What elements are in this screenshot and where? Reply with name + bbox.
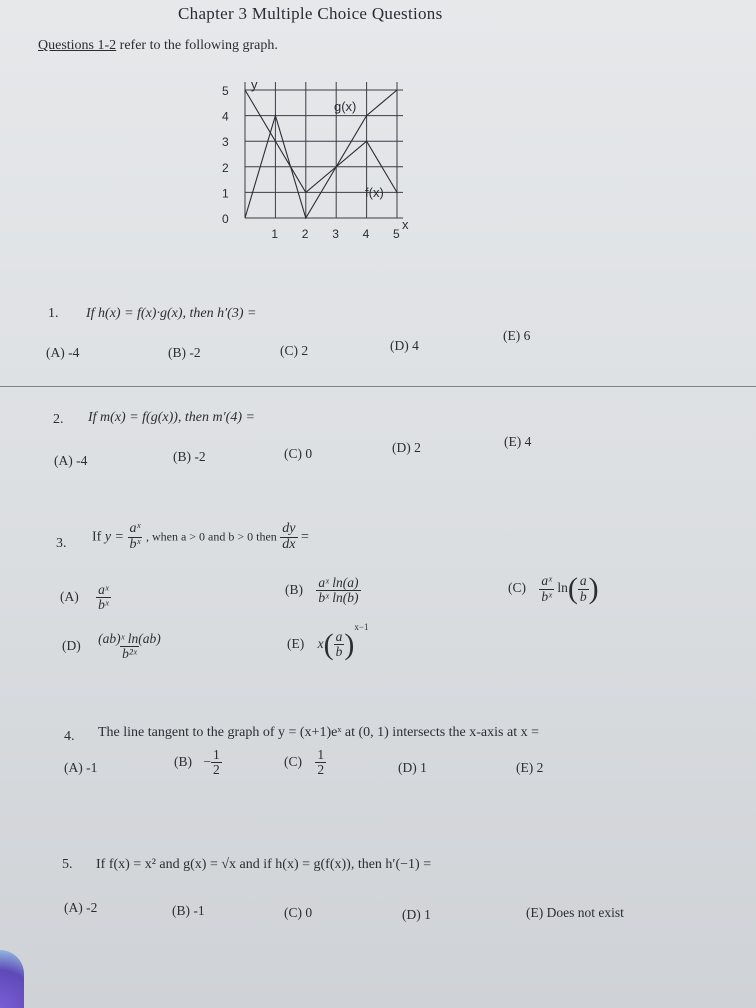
y-axis-label: y (251, 78, 258, 92)
question-4-number: 4. (64, 729, 75, 744)
question-4-option-c[interactable] (284, 748, 326, 777)
option-fraction (539, 574, 554, 603)
paren-fraction (578, 574, 589, 603)
question-5-option-b[interactable] (172, 903, 205, 919)
fraction-denominator: 2 (317, 762, 325, 778)
fraction-numerator: 1 (213, 747, 220, 762)
question-5-option-e[interactable] (526, 905, 624, 921)
x-axis-label: x (402, 217, 409, 232)
question-2-option-b[interactable] (173, 449, 206, 465)
x-tick-label: 1 (271, 227, 279, 241)
option-letter: (C) (508, 580, 526, 596)
right-paren: ) (344, 627, 355, 661)
y-tick-labels (222, 84, 229, 226)
question-4-option-e[interactable] (516, 760, 543, 776)
fraction-denominator: b²ˣ (122, 646, 137, 662)
ln-text: ln (557, 580, 568, 596)
option-value: -4 (76, 453, 88, 468)
option-letter: (A) (60, 588, 79, 604)
option-value: -2 (194, 449, 206, 464)
option-value: 2 (536, 760, 544, 775)
fraction-denominator: bˣ (541, 588, 552, 604)
question-3-option-d[interactable] (62, 632, 163, 661)
option-value: -4 (68, 345, 80, 360)
option-letter: (C) (284, 905, 302, 920)
option-fraction (96, 632, 163, 661)
left-paren: ( (567, 572, 578, 605)
option-fraction (96, 583, 111, 612)
option-letter: (C) (284, 446, 302, 461)
question-1-option-d[interactable] (390, 338, 419, 354)
option-value: 1 (424, 907, 431, 922)
question-5-stem: If f(x) = x² and g(x) = √x and if h(x) = g(f(x)), then h′(−1) = (96, 857, 432, 872)
option-letter: (C) (284, 753, 302, 769)
option-letter: (E) (504, 434, 522, 449)
fraction-numerator: (ab)ˣ ln(ab) (98, 631, 161, 646)
option-letter: (D) (62, 637, 81, 653)
right-paren: ) (588, 572, 599, 605)
option-sign: − (203, 753, 211, 769)
question-1-stem: If h(x) = f(x)·g(x), then h′(3) = (86, 306, 257, 321)
question-2-option-e[interactable] (504, 434, 531, 450)
option-letter: (D) (390, 338, 409, 353)
f-curve-label: f(x) (365, 185, 384, 200)
option-letter: (B) (174, 753, 192, 769)
option-fraction (211, 748, 222, 777)
question-range: Questions 1-2 (38, 38, 117, 53)
fraction-numerator: aˣ (98, 582, 109, 597)
question-5-option-d[interactable] (402, 907, 431, 923)
g-curve-label: g(x) (334, 99, 357, 114)
option-letter: (B) (168, 345, 186, 360)
y-tick-label: 3 (222, 135, 229, 150)
fraction-numerator: 1 (317, 747, 325, 762)
stem-if: If (92, 529, 102, 545)
option-value: 1 (420, 760, 427, 775)
fraction-numerator: dy (282, 521, 296, 536)
stem-equals: = (301, 529, 309, 545)
question-4-option-d[interactable] (398, 760, 427, 776)
question-1-option-c[interactable] (280, 343, 308, 359)
question-2-option-d[interactable] (392, 440, 421, 456)
question-3-number: 3. (56, 536, 67, 551)
stem-condition: , when a > 0 and b > 0 then (145, 529, 277, 544)
option-letter: (A) (64, 760, 83, 775)
page-title: Chapter 3 Multiple Choice Questions (178, 4, 443, 23)
option-letter: (B) (173, 449, 191, 464)
fraction-numerator: aˣ (541, 573, 552, 589)
option-value: -2 (189, 345, 201, 360)
option-letter: (A) (64, 900, 83, 915)
fraction-numerator: aˣ (129, 521, 141, 536)
option-letter: (E) (526, 905, 544, 920)
question-1-option-b[interactable] (168, 345, 201, 361)
option-letter: (B) (285, 581, 303, 597)
option-x: x (317, 636, 324, 651)
question-1-number: 1. (48, 306, 59, 321)
option-letter: (E) (287, 636, 305, 651)
question-2-option-a[interactable] (54, 453, 87, 469)
fraction-denominator: b (579, 588, 587, 604)
question-5-number: 5. (62, 857, 73, 872)
fraction-denominator: b (335, 644, 343, 660)
option-value: 0 (305, 446, 313, 461)
x-tick-label: 5 (393, 227, 400, 241)
stem-fraction (128, 522, 143, 552)
option-letter: (E) (516, 760, 534, 775)
option-value: 4 (524, 434, 532, 449)
function-graph (205, 78, 435, 248)
question-5-option-c[interactable] (284, 905, 312, 921)
x-tick-labels (271, 227, 400, 241)
question-2-stem: If m(x) = f(g(x)), then m′(4) = (88, 410, 255, 425)
option-value: 0 (305, 905, 313, 920)
y-tick-label: 1 (222, 186, 229, 201)
option-value: Does not exist (546, 905, 624, 920)
x-tick-label: 2 (301, 227, 309, 241)
question-3-stem (92, 522, 309, 552)
x-tick-label: 3 (332, 227, 339, 241)
question-5-option-a[interactable] (64, 900, 97, 916)
question-1-option-a[interactable] (46, 345, 79, 361)
stem-y: y = (104, 529, 124, 545)
option-letter: (A) (46, 345, 65, 360)
question-2-option-c[interactable] (284, 446, 312, 462)
fraction-denominator: dx (282, 536, 296, 552)
derivative-fraction (280, 522, 297, 552)
option-fraction (316, 576, 360, 605)
fraction-denominator: bˣ (98, 597, 109, 613)
option-letter: (B) (172, 903, 190, 918)
question-2-number: 2. (53, 412, 64, 427)
option-letter: (E) (503, 328, 521, 343)
y-tick-label: 2 (222, 160, 229, 175)
question-3-option-b[interactable] (285, 576, 361, 605)
option-value: -2 (86, 900, 98, 915)
option-letter: (C) (280, 343, 298, 358)
option-fraction (315, 748, 326, 777)
x-tick-label: 4 (362, 227, 370, 241)
option-letter: (A) (54, 453, 73, 468)
option-value: 2 (301, 343, 309, 358)
fraction-numerator: aˣ ln(a) (318, 575, 359, 590)
left-paren: ( (323, 627, 334, 661)
fraction-denominator: 2 (213, 762, 220, 778)
option-letter: (D) (402, 907, 421, 922)
option-exponent: x−1 (354, 622, 369, 632)
question-3-option-e[interactable] (287, 622, 368, 662)
question-1-option-e[interactable] (503, 328, 530, 344)
option-value: 2 (414, 440, 421, 455)
option-letter: (D) (392, 440, 411, 455)
option-letter: (D) (398, 760, 417, 775)
question-4-stem: The line tangent to the graph of y = (x+1)eˣ at (0, 1) intersects the x-axis at x = (98, 725, 539, 740)
option-value: -1 (193, 903, 205, 918)
fraction-denominator: bˣ (129, 536, 141, 552)
question-4-option-a[interactable] (64, 760, 97, 776)
y-tick-label: 4 (222, 109, 229, 124)
fraction-numerator: a (335, 629, 343, 645)
question-3-option-c[interactable] (508, 572, 599, 606)
y-tick-label: 5 (222, 84, 229, 98)
instructions-text: refer to the following graph. (119, 38, 278, 53)
page-divider (0, 386, 756, 387)
fraction-numerator: a (579, 573, 587, 589)
option-value: 6 (523, 328, 531, 343)
option-value: -1 (86, 760, 98, 775)
option-value: 4 (412, 338, 419, 353)
question-4-option-b[interactable] (174, 748, 222, 777)
fraction-denominator: bˣ ln(b) (318, 590, 359, 606)
paren-fraction (334, 630, 345, 659)
question-3-option-a[interactable] (60, 583, 111, 612)
graph-instructions (38, 38, 278, 54)
y-tick-label: 0 (222, 212, 229, 226)
